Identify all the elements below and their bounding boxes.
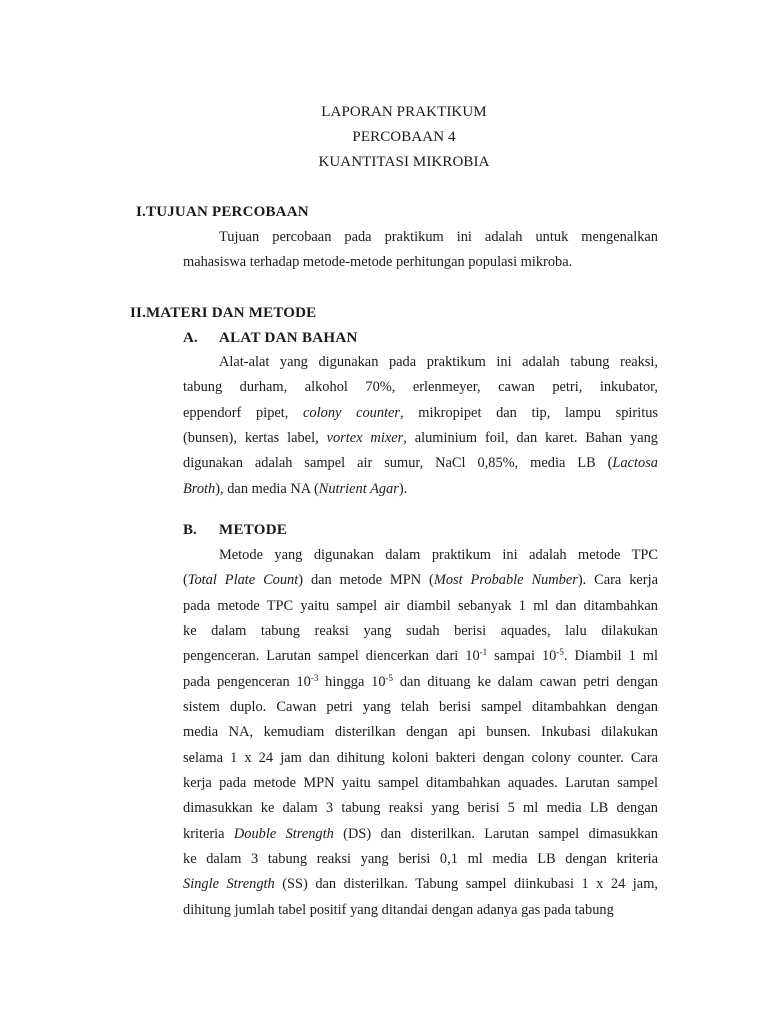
paragraph-line — [183, 720, 658, 745]
paragraph-line — [183, 250, 658, 275]
text-run: hingga 10 — [318, 673, 386, 690]
italic-term: Most Probable Number — [433, 572, 578, 589]
paragraph-line — [183, 847, 658, 872]
report-title-line-3: KUANTITASI MIKROBIA — [318, 154, 490, 170]
alat-bahan-paragraph — [183, 350, 658, 502]
subsection-letter-b: B. — [183, 522, 197, 538]
subsection-letter-a: A. — [183, 330, 198, 346]
text-run: digunakan adalah sampel air sumur, NaCl 0,85%, media LB ( — [183, 455, 613, 472]
text-run: , aluminium foil, dan karet. Bahan yang — [403, 430, 658, 447]
paragraph-line — [183, 644, 658, 669]
paragraph-line — [183, 426, 658, 451]
text-run: ). Cara kerja — [577, 572, 658, 589]
paragraph-line — [183, 594, 658, 619]
paragraph-line — [183, 401, 658, 426]
report-title-line-2: PERCOBAAN 4 — [352, 129, 456, 145]
text-run: pengenceran. Larutan sampel diencerkan dari 10 — [183, 648, 480, 665]
text-run: . Diambil 1 ml — [563, 648, 658, 665]
text-run: dimasukkan ke dalam 3 tabung reaksi yang berisi 5 ml media LB dengan — [183, 800, 658, 817]
text-run: media NA, kemudiam disterilkan dengan api bunsen. Inkubasi dilakukan — [183, 724, 658, 741]
superscript-exponent: -5 — [385, 672, 394, 683]
text-run: selama 1 x 24 jam dan dihitung koloni bakteri dengan colony counter. Cara — [183, 749, 658, 766]
paragraph-line — [183, 619, 658, 644]
text-run: eppendorf pipet, — [183, 404, 304, 421]
paragraph-line — [183, 543, 658, 568]
paragraph-line — [183, 477, 658, 502]
paragraph-line — [183, 771, 658, 796]
text-run: dan dituang ke dalam cawan petri dengan — [393, 673, 658, 690]
text-run: Alat-alat yang digunakan pada praktikum ini adalah tabung reaksi, — [219, 354, 658, 370]
italic-term: Double Strength — [233, 825, 334, 842]
text-run: ke dalam 3 tabung reaksi yang berisi 0,1 ml media LB dengan kriteria — [183, 851, 658, 868]
paragraph-line — [183, 670, 658, 695]
tujuan-paragraph — [183, 225, 658, 276]
text-run: (DS) dan disterilkan. Larutan sampel dimasukkan — [333, 825, 658, 842]
text-run: kriteria — [183, 825, 234, 842]
italic-term: Broth — [183, 480, 216, 497]
italic-term: Total Plate Count — [187, 572, 299, 589]
italic-term: vortex mixer — [326, 430, 404, 447]
paragraph-line — [183, 375, 658, 400]
paragraph-line — [183, 568, 658, 593]
text-run: sistem duplo. Cawan petri yang telah berisi sampel ditambahkan dengan — [183, 699, 658, 716]
section-heading-materi-metode: II.MATERI DAN METODE — [130, 305, 317, 321]
paragraph-line — [183, 350, 658, 375]
section-heading-tujuan: I.TUJUAN PERCOBAAN — [136, 204, 309, 220]
text-run: pada pengenceran 10 — [183, 673, 311, 690]
superscript-exponent: -5 — [556, 647, 564, 658]
text-run: ( — [183, 572, 188, 589]
text-run: kerja pada metode MPN yaitu sampel ditambahkan aquades. Larutan sampel — [183, 775, 658, 792]
paragraph-line — [183, 898, 658, 923]
paragraph-line — [183, 872, 658, 897]
text-run: mahasiswa terhadap metode-metode perhitungan populasi mikroba. — [183, 254, 573, 271]
text-run: sampai 10 — [487, 648, 557, 665]
subsection-title-metode: METODE — [219, 522, 288, 538]
italic-term: Nutrient Agar — [318, 480, 399, 497]
metode-paragraph — [183, 543, 658, 923]
paragraph-line — [183, 746, 658, 771]
paragraph-line — [183, 225, 658, 250]
text-run: ), dan media NA ( — [215, 480, 319, 497]
subsection-title-alat-bahan: ALAT DAN BAHAN — [219, 330, 358, 346]
text-run: (SS) dan disterilkan. Tabung sampel diinkubasi 1 x 24 jam, — [274, 876, 658, 893]
italic-term: Lactosa — [612, 455, 658, 472]
report-title-line-1: LAPORAN PRAKTIKUM — [321, 104, 487, 120]
superscript-exponent: -3 — [310, 672, 319, 683]
text-run: ) dan metode MPN ( — [298, 572, 434, 589]
text-run: dihitung jumlah tabel positif yang ditandai dengan adanya gas pada tabung — [183, 901, 614, 918]
paragraph-line — [183, 451, 658, 476]
text-run: (bunsen), kertas label, — [183, 430, 327, 447]
italic-term: colony counter — [303, 404, 401, 421]
italic-term: Single Strength — [183, 876, 275, 893]
paragraph-line — [183, 796, 658, 821]
text-run: pada metode TPC yaitu sampel air diambil sebanyak 1 ml dan ditambahkan — [183, 597, 658, 614]
paragraph-line — [183, 822, 658, 847]
text-run: tabung durham, alkohol 70%, erlenmeyer, cawan petri, inkubator, — [183, 379, 658, 396]
text-run: , mikropipet dan tip, lampu spiritus — [400, 404, 659, 421]
text-run: ). — [398, 480, 408, 497]
text-run: Tujuan percobaan pada praktikum ini adalah untuk mengenalkan — [219, 229, 658, 245]
text-run: ke dalam tabung reaksi yang sudah berisi aquades, lalu dilakukan — [183, 623, 658, 640]
superscript-exponent: -1 — [479, 647, 488, 658]
paragraph-line — [183, 695, 658, 720]
text-run: Metode yang digunakan dalam praktikum ini adalah metode TPC — [219, 547, 658, 563]
